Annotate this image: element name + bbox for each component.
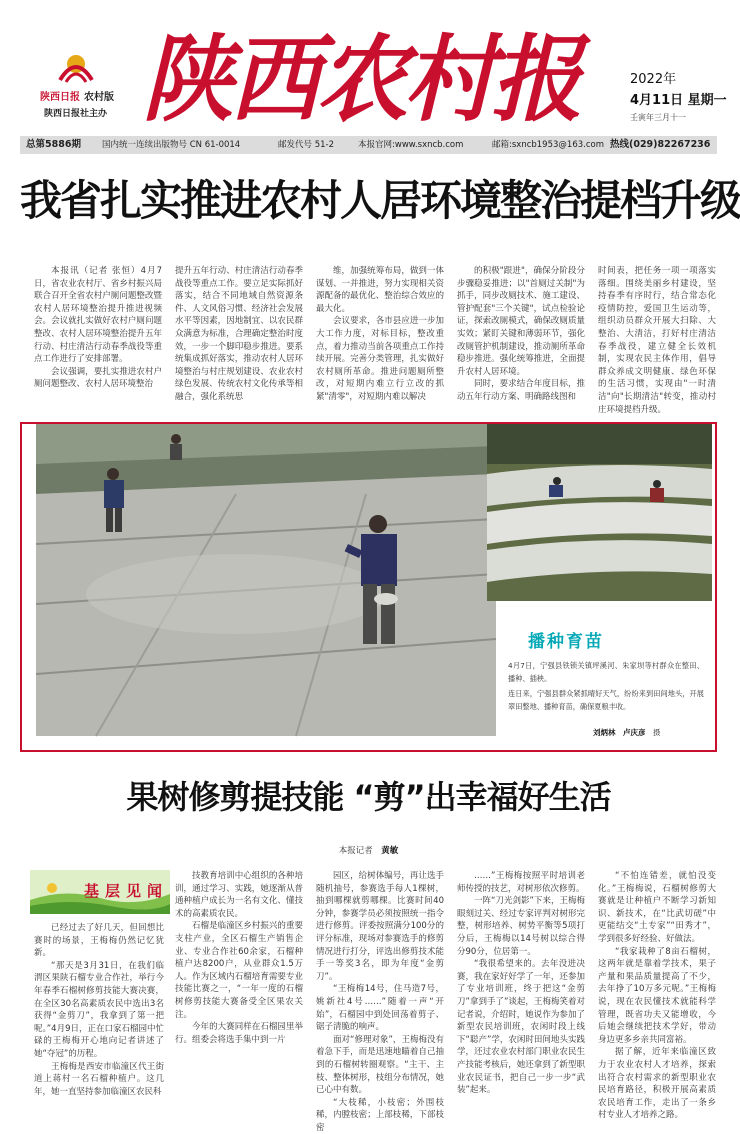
photographer-names: 刘炳林 卢庆彦 <box>593 728 646 737</box>
story-column-5: “不怕连错差，就怕没变化。”王梅梅说，石榴树修剪大赛就是让种植户不断学习新知识、新技术，在“比武切磋”中更能结交“土专家”“田秀才”，学到很多好经验、好做法。 “我家栽种了8亩石榴树，这两年就是靠着学技术，果子产量和果品质量提高了不少，去年挣了10万多元呢。”王梅梅说，现在农民懂技术就能科学管理，既省功夫又能增收，今后她会继续把技术学好，带动身边更多乡亲共同富裕。 据了解，近年来临潼区致力于农业农村人才培养，探索出符合农村需求的新型职业农民培育路径，积极开展高素质农民培育工作，走出了一条乡村专业人才培养之路。 <box>598 871 716 1121</box>
logo-brand: 陕西日报 农村版 <box>40 92 114 103</box>
lead-column-2: 提升五年行动、村庄清洁行动春季战役等重点工作。要立足实际抓好落实，结合不同地域自然资源条件、人文风俗习惯、经济社会发展水平等因素，因地制宜、以农民群众满意为标准，合理确定整治时度效，一步一个脚印稳步推进。要系统集成抓好落实，推动农村人居环境整治与村庄规划建设、农业农村绿色发展、传统农村文化传承等相融合，强化系统思 <box>175 266 303 402</box>
seedling-greenhouse-photo <box>487 424 712 601</box>
date-day: 4月11日 星期一 <box>630 93 727 108</box>
edition-label: 农村版 <box>84 92 114 103</box>
second-story-headline: 果树修剪提技能 “剪”出幸福好生活 <box>126 778 611 816</box>
paper-name: 陕西农村报 <box>142 25 579 135</box>
hotline: 热线(029)82267236 <box>610 139 711 150</box>
email-link[interactable]: 邮箱:sxncb1953@163.com <box>492 140 604 150</box>
second-story-byline <box>20 844 717 856</box>
sunrise-wheat-logo-icon <box>56 50 96 84</box>
field-sowing-photo <box>36 424 496 736</box>
story-column-4: ……”王梅梅按照平时培训老师传授的技艺，对树形依次修剪。 一阵“刀光剑影”下来，王梅梅眼刻过关、经过专家评判对树形完整，树形培养、树势平衡等5项打分后，王梅梅以14号树以综合得分90分，位居第一。 “我很希望来的。去年没进决赛，我在家好好学了一年，还参加了专业培训班，终于把这“金剪刀”拿到手了”谈起，王梅梅笑着对记者说，介绍时，她说作为参加了新型农民培训班，农闲时段上线下“聪产”学，农闲时田间地头实践学，还过农业农村部门职业农民生产技能考核后，她还拿到了新型职业农民证书，把自己一步一步“武装”起来。 <box>457 871 585 1096</box>
lead-column-1: 本报讯（记者 张恒）4月7日，省农业农村厅、省乡村振兴局联合召开全省农村户厕问题整改暨农村人居环境整治提升推进视频会。会议就扎实做好农村户厕问题整改、农村人居环境整治提升五年行动、村庄清洁行动春季战役等重点工作进行了安排部署。 会议强调，要扎实推进农村户厕问题整改、农村人居环境整治 <box>34 266 162 390</box>
lead-headline: 我省扎实推进农村人居环境整治提档升级 <box>20 176 740 225</box>
website-link[interactable]: 本报官网:www.sxncb.com <box>358 140 464 150</box>
issue-number: 总第5886期 <box>26 139 81 150</box>
reporter-label: 本报记者 <box>338 846 373 856</box>
date-lunar: 壬寅年三月十一 <box>630 113 686 122</box>
lead-column-5: 时间表，把任务一项一项落实落细。围绕美丽乡村建设，坚持春季有序时行，结合常态化疫情防控，爱国卫生运动等，组织动员群众开展大扫除、大整治、大清洁，打好村庄清洁春季战役，建立健全长效机制，实现农民主体作用，倡导群众养成文明健康、绿色环保的生活习惯，实现由"一时清洁"向"长期清洁"转变，推动村庄环境提档升级。 <box>598 266 716 415</box>
lead-column-4: 的积极"跟进"，确保分阶段分步骤稳妥推进；以"首厕过关制"为抓手，同步改厕技术、施工建设、管护配套"三个关键"，试点检验论证，探索改厕模式，确保改厕质量实效；紧盯关键和薄弱环节，强化改厕管护机制建设，推动厕所革命稳步推进。强化统筹推进，全面提升农村人居环境。 同时，要求结合年度目标，推动五年行动方案、明确路线图和 <box>457 266 585 402</box>
sponsor-label: 陕西日报社主办 <box>44 109 108 119</box>
lead-column-3: 维，加强统筹布局，做到一体谋划、一并推进，努力实现相关资源配备的最优化、整治综合效应的最大化。 会议要求，各市县应进一步加大工作力度，对标目标，整改重点，着力推动当前各项重点工作持续开展。完善分类管理，扎实做好农村厕所革命。推进问题厕所整改，对短期内难立行立改的抓紧"清零"，对短期内难以解决 <box>316 266 444 402</box>
reporter-name: 黄敏 <box>381 846 399 856</box>
postal-code: 邮发代号 51-2 <box>278 140 334 150</box>
photo-credit <box>593 727 661 738</box>
column-banner <box>30 870 170 914</box>
date-block <box>630 68 730 123</box>
logo-block <box>34 50 144 120</box>
cn-number: 国内统一连续出版物号 CN 61-0014 <box>102 140 241 150</box>
masthead <box>0 0 735 135</box>
column-banner-label: 基层见闻 <box>84 882 169 900</box>
story-column-3: 园区，给树体编号，再让选手随机抽号，参赛选手每人1棵树，抽到哪棵就剪哪棵。比赛时间40分钟，参赛学员必须按照统一指令进行修剪。评委按照满分100分的评分标准，现场对参赛选手的修剪情况进行打分，评选出修剪技术能手一等奖3名，即为年度“金剪刀”。 “王梅梅14号，住马造7号，姚新社4号……”随着一声“开始”，石榴园中到处回荡着剪子、锯子清脆的响声。 面对“修理对象”，王梅梅没有着急下手，而是迅速地瞄着自己抽到的石榴树转圈观察。“主干、主枝、整体树形，枝组分布情况，她已心中有数。 “大枝稀，小枝密；外围枝稀，内膛枝密；上部枝稀，下部枝密 <box>316 871 444 1133</box>
story-column-1: 已经过去了好几天，但回想比赛时的场景，王梅梅仍然记忆犹新。 “那天是3月31日，在我们临渭区果陕石榴专业合作社，举行今年春季石榴树修剪技能大赛决赛，在全区30名高素质农民中选出3名获得“金剪刀”，我拿到了第一把呢。”4月9日，正在口家石榴园中忙碌的王梅梅开心地向记者讲述了她“夺冠”的历程。 王梅梅是西安市临潼区代王街道上蒋村一名石榴种植户。这几年，她一直坚持参加临潼区农民科 <box>34 923 164 1097</box>
story-column-2: 技教育培训中心组织的各种培训，通过学习、实践，她逐渐从普通种植户成长为一名有文化、懂技术的高素质农民。 石榴是临潼区乡村振兴的重要支柱产业，全区石榴生产销售企业、专业合作社60余家，石榴种植户达8200户，从业群众1.5万人。作为区域内石榴培育需要专业技能比赛之一，“一年一度的石榴树修剪技能大赛备受全区果农关注。 今年的大赛同样在石榴园里举行。组委会将选手集中到一片 <box>175 871 303 1045</box>
photo-feature-title: 播种育苗 <box>528 632 604 652</box>
photo-caption-2: 连日来，宁强县群众紧抓晴好天气，纷纷来到田间地头，开展翠田整地、播种育苗，确保夏粮丰收。 <box>508 689 704 711</box>
date-year: 2022年 <box>630 72 677 87</box>
photo-caption-1: 4月7日，宁强县铁锁关镇坪溪河、朱家坝等村群众在整田、播种、插秧。 <box>508 661 704 683</box>
info-bar <box>20 136 717 154</box>
photo-credit-role: 摄 <box>653 728 661 737</box>
